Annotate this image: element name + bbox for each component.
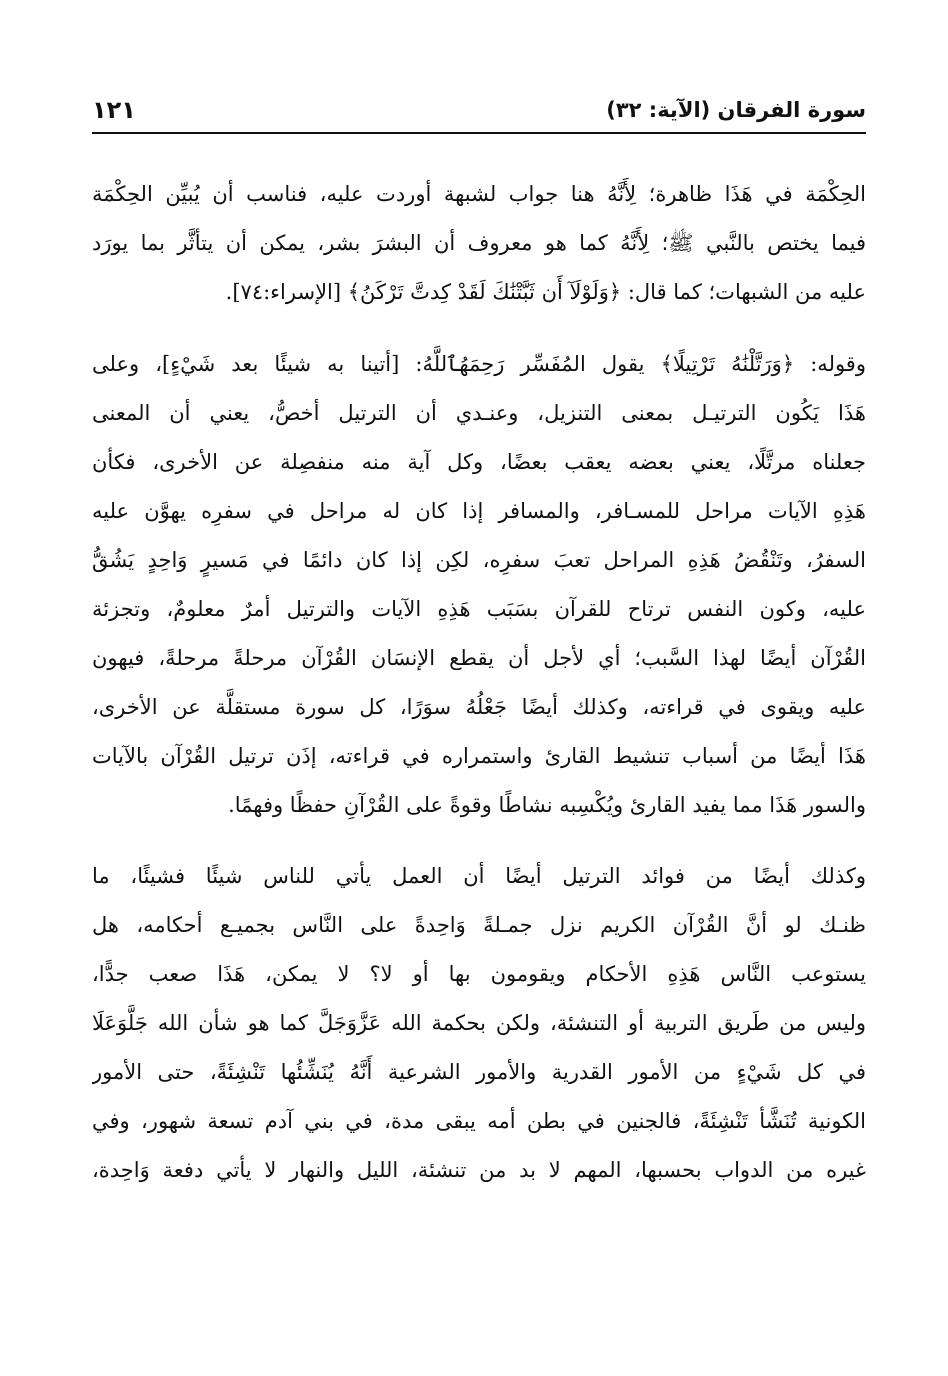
surah-title: سورة الفرقان (الآية: ٣٢) xyxy=(606,98,866,122)
text-line: ظنـك لو أنَّ القُرْآن الكريم نزل جمـلةً وَاحِدةً على النَّاس بجميـع أحكامه، هل xyxy=(92,913,866,937)
text-line: عليه ويقوى في قراءته، وكذلك أيضًا جَعْلُهُ سوَرًا، كل سورة مستقلَّة عن الأخرى، xyxy=(92,695,866,719)
text-line: السفرُ، وتَنْقُضُ هَذِهِ المراحل تعبَ سفرِه، لكِن إذا كان دائمًا في مَسيرٍ وَاحِدٍ يَشُقُّ xyxy=(92,548,866,572)
text-line: القُرْآن أيضًا لهذا السَّبب؛ أي لأجل أن يقطع الإنسَان القُرْآن مرحلةً مرحلةً، فيهون xyxy=(92,646,866,670)
page-number: ١٢١ xyxy=(92,96,136,124)
text-line: عليه، وكون النفس ترتاح للقرآن بسَبَب هَذِهِ الآيات والترتيل أمرٌ معلومٌ، وتجزئة xyxy=(92,597,866,621)
text-line: في كل شَيْءٍ من الأمور القدرية والأمور الشرعية أَنَّهُ يُنَشِّئُها تَنْشِئَةً، حتى الأمور xyxy=(92,1060,866,1084)
text-line: وكذلك أيضًا من فوائد الترتيل أيضًا أن العمل يأتي للناس شيئًا فشيئًا، ما xyxy=(92,864,866,888)
page-header xyxy=(92,94,866,134)
text-line: الكونية تُنَشَّأ تَنْشِئَةً، فالجنين في بطن أمه يبقى مدة، في بني آدم تسعة شهور، وفي xyxy=(92,1109,866,1133)
text-line: وليس من طَريق التربية أو التنشئة، ولكن بحكمة الله عَزَّوَجَلَّ كما هو شأن الله جَلَّوَعَلَا xyxy=(92,1011,866,1035)
text-line: غيره من الدواب بحسبها، المهم لا بد من تنشئة، الليل والنهار لا يأتي دفعة وَاحِدة، xyxy=(92,1158,866,1182)
paragraph-2 xyxy=(92,340,866,830)
paragraph-3 xyxy=(92,852,866,1195)
text-line: والسور هَذَا مما يفيد القارئ ويُكْسِبه نشاطًا وقوةً على القُرْآنِ حفظًا وفهمًا. xyxy=(228,793,866,817)
text-line: يستوعب النَّاس هَذِهِ الأحكام ويقومون بها أو لا؟ لا يمكن، هَذَا صعب جدًّا، xyxy=(92,962,866,986)
text-line: هَذَا أيضًا من أسباب تنشيط القارئ واستمراره في قراءته، إذَن ترتيل القُرْآن بالآيات xyxy=(92,744,866,768)
text-line: فيما يختص بالنَّبي ﷺ؛ لِأَنَّهُ كما هو معروف أن البشرَ بشر، يمكن أن يتأثَّر بما يورَد xyxy=(92,231,866,255)
text-line: الحِكْمَة في هَذَا ظاهرة؛ لِأَنَّهُ هنا جواب لشبهة أوردت عليه، فناسب أن يُبيِّن الحِكْمَة xyxy=(92,182,866,206)
text-line: هَذِهِ الآيات مراحل للمسـافر، والمسافر إذا كان له مراحل في سفرِه يهوَّن عليه xyxy=(92,499,866,523)
header-rule xyxy=(92,132,866,134)
text-line: عليه من الشبهات؛ كما قال: ﴿وَلَوْلَآ أَن ثَبَّتْنَٰكَ لَقَدْ كِدتَّ تَرْكَنُ﴾ [الإسراء:٧٤]. xyxy=(225,280,866,304)
paragraph-1 xyxy=(92,170,866,317)
text-line: وقوله: ﴿وَرَتَّلْنَٰهُ تَرْتِيلًا﴾ يقول المُفَسِّر رَحِمَهُٱللَّهُ: [أتينا به شيئًا بعد شَيْءٍ]، وعلى xyxy=(92,352,866,376)
page-body xyxy=(92,170,866,1195)
text-line: جعلناه مرتَّلًا، يعني بعضه يعقب بعضًا، وكل آية منه منفصِلة عن الأخرى، فكأن xyxy=(92,450,866,474)
text-line: هَذَا يَكُون الترتيـل بمعنى التنزيل، وعنـدي أن الترتيل أخصُّ، يعني أن المعنى xyxy=(92,401,866,425)
